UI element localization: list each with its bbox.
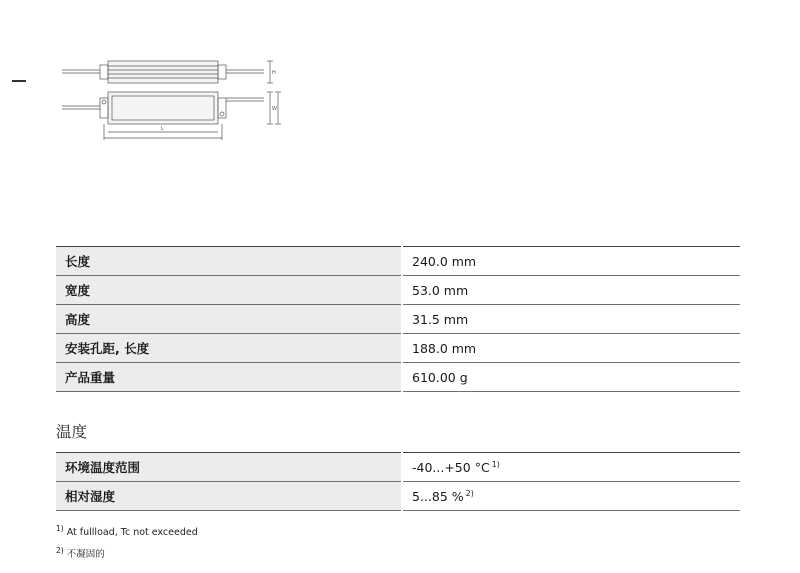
table-row xyxy=(56,276,740,305)
spec-label: 安装孔距, 长度 xyxy=(56,334,402,363)
footnote xyxy=(56,524,198,538)
dimensions-table xyxy=(56,246,740,392)
product-dimension-drawing xyxy=(56,58,296,148)
footnote-ref: 1) xyxy=(491,459,500,469)
spec-value: 31.5 mm xyxy=(402,305,740,334)
spec-label: 相对湿度 xyxy=(56,482,402,511)
spec-label: 环境温度范围 xyxy=(56,453,402,482)
footnote-mark: 2) xyxy=(56,546,64,555)
table-row xyxy=(56,363,740,392)
spec-value: 5...85 % xyxy=(412,488,464,504)
footnote-mark: 1) xyxy=(56,524,64,533)
spec-label: 宽度 xyxy=(56,276,402,305)
length-label: L xyxy=(161,126,164,132)
spec-value: 53.0 mm xyxy=(402,276,740,305)
temperature-table xyxy=(56,452,740,511)
spec-label: 产品重量 xyxy=(56,363,402,392)
spec-value: -40...+50 °C xyxy=(412,459,490,475)
height-label: H xyxy=(272,70,276,76)
footnote xyxy=(56,546,105,560)
footnote-ref: 2) xyxy=(465,488,474,498)
spec-label: 高度 xyxy=(56,305,402,334)
spec-value: 610.00 g xyxy=(402,363,740,392)
footnote-text: At fullload, Tc not exceeded xyxy=(66,527,198,538)
margin-dash xyxy=(12,80,26,82)
table-row xyxy=(56,305,740,334)
section-title-temperature: 温度 xyxy=(56,423,88,441)
spec-value-cell xyxy=(402,453,740,482)
table-row xyxy=(56,482,740,511)
spec-value: 240.0 mm xyxy=(402,247,740,276)
table-row xyxy=(56,247,740,276)
width-label: W xyxy=(272,106,277,112)
footnote-text: 不凝固的 xyxy=(66,549,105,560)
table-row xyxy=(56,334,740,363)
table-row xyxy=(56,453,740,482)
spec-value-cell xyxy=(402,482,740,511)
spec-value: 188.0 mm xyxy=(402,334,740,363)
spec-label: 长度 xyxy=(56,247,402,276)
